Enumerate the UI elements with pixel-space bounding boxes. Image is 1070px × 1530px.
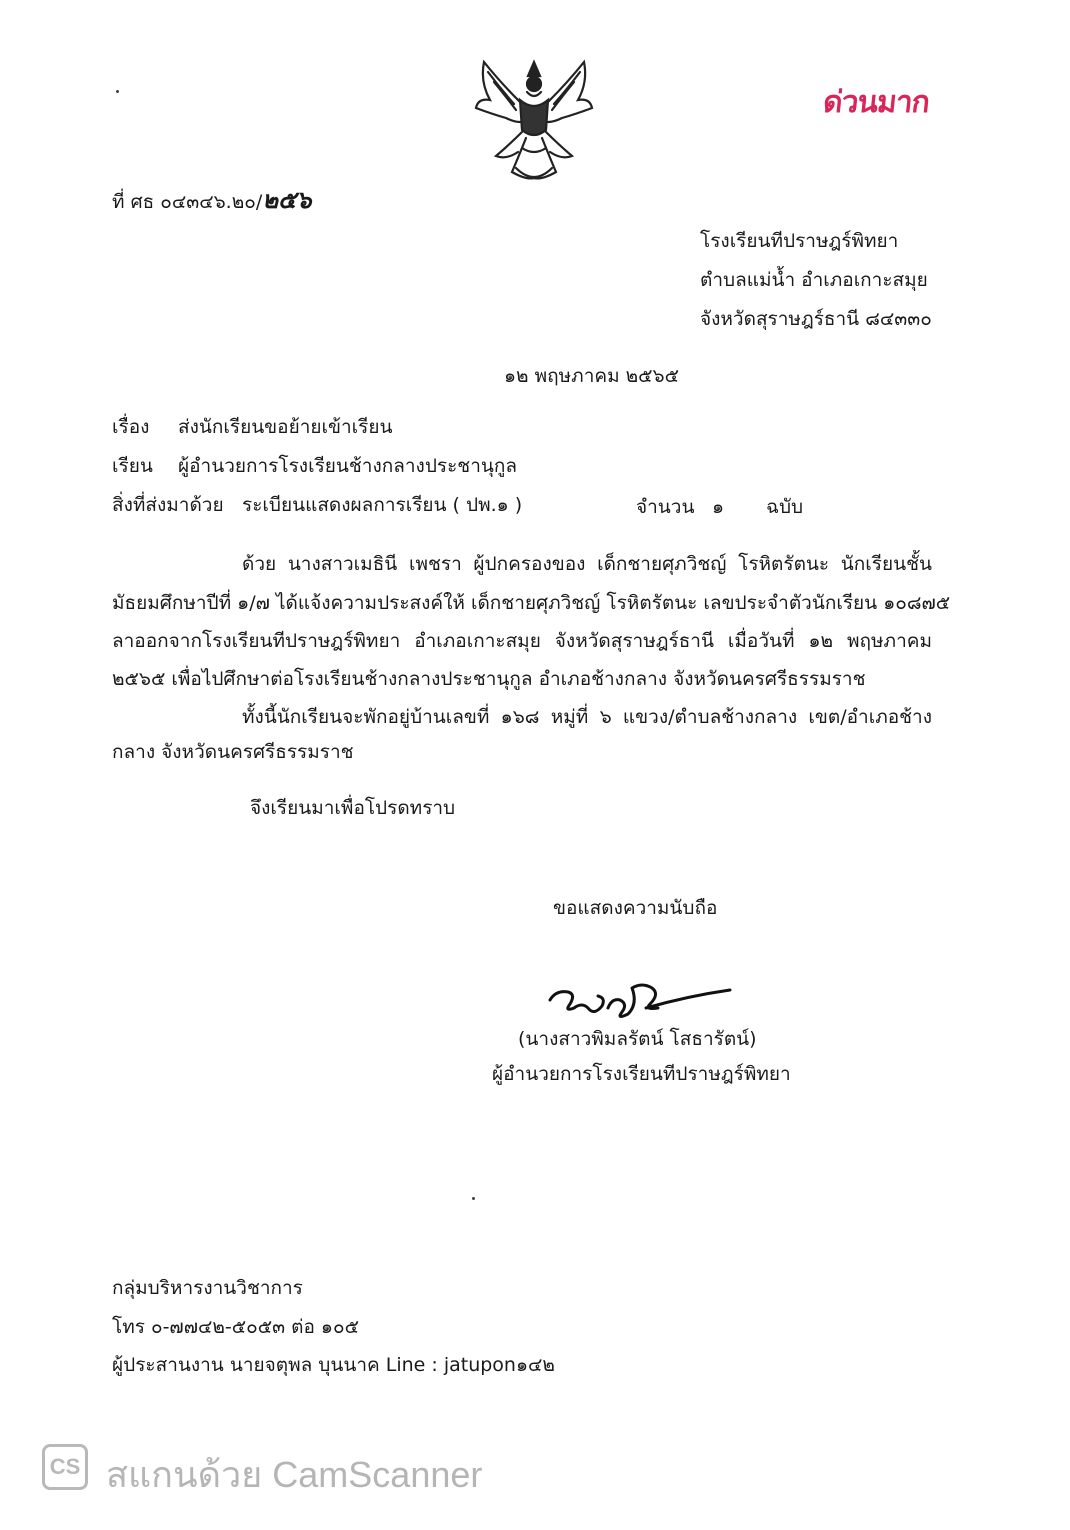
camscanner-watermark: สแกนด้วย CamScanner [106,1454,483,1495]
enclosure-count: ๑ [712,496,725,518]
signer-position: ผู้อำนวยการโรงเรียนทีปราษฎร์พิทยา [492,1063,791,1085]
scan-dot [116,90,119,93]
body-paragraph-1-line-1: ด้วย นางสาวเมธินี เพชรา ผู้ปกครองของ เด็กชายศุภวิชญ์ โรหิตรัตนะ นักเรียนชั้น [242,553,932,575]
to-label: เรียน [112,455,153,477]
enclosure-count-unit: ฉบับ [766,496,804,518]
signer-name: (นางสาวพิมลรัตน์ โสธารัตน์) [518,1028,757,1050]
to-value: ผู้อำนวยการโรงเรียนช้างกลางประชานุกูล [178,455,517,477]
closing-regards: ขอแสดงความนับถือ [553,897,718,919]
reference-handwritten: ๒๕๖ [262,185,312,214]
body-paragraph-1-line-2: มัธยมศึกษาปีที่ ๑/๗ ได้แจ้งความประสงค์ให้ เด็กชายศุภวิชญ์ โรหิตรัตนะ เลขประจำตัวนักเรียน ๑๐๘๗๕ [112,592,951,614]
footer-coordinator: ผู้ประสานงาน นายจตุพล บุนนาค Line : jatupon๑๔๒ [112,1354,555,1376]
school-address-line3: จังหวัดสุราษฎร์ธานี ๘๔๓๓๐ [700,308,932,330]
school-address-line2: ตำบลแม่น้ำ อำเภอเกาะสมุย [700,269,928,291]
body-paragraph-1-line-3: ลาออกจากโรงเรียนทีปราษฎร์พิทยา อำเภอเกาะสมุย จังหวัดสุราษฎร์ธานี เมื่อวันที่ ๑๒ พฤษภาคม [112,630,932,652]
school-name: โรงเรียนทีปราษฎร์พิทยา [700,230,899,252]
body-paragraph-1-line-4: ๒๕๖๕ เพื่อไปศึกษาต่อโรงเรียนช้างกลางประชานุกูล อำเภอช้างกลาง จังหวัดนครศรีธรรมราช [112,668,866,690]
enclosure-count-label: จำนวน [636,496,695,518]
enclosure-value: ระเบียนแสดงผลการเรียน ( ปพ.๑ ) [242,494,523,516]
subject-label: เรื่อง [112,416,150,438]
enclosure-label: สิ่งที่ส่งมาด้วย [112,494,224,516]
camscanner-logo: CS [42,1444,88,1490]
body-paragraph-3: จึงเรียนมาเพื่อโปรดทราบ [250,797,456,819]
reference-prefix: ที่ ศธ ๐๔๓๔๖.๒๐/ [112,191,263,213]
subject-value: ส่งนักเรียนขอย้ายเข้าเรียน [178,416,393,438]
footer-department: กลุ่มบริหารงานวิชาการ [112,1277,303,1299]
reference-number [112,185,312,214]
body-paragraph-2-line-2: กลาง จังหวัดนครศรีธรรมราช [112,741,354,763]
signature-icon [548,978,733,1026]
scan-dot [472,1197,475,1200]
urgent-stamp: ด่วนมาก [821,85,931,120]
letter-date: ๑๒ พฤษภาคม ๒๕๖๕ [504,365,679,387]
body-paragraph-2-line-1: ทั้งนี้นักเรียนจะพักอยู่บ้านเลขที่ ๑๖๘ หมู่ที่ ๖ แขวง/ตำบลช้างกลาง เขต/อำเภอช้าง [242,706,932,728]
footer-phone: โทร ๐-๗๗๔๒-๕๐๕๓ ต่อ ๑๐๕ [112,1316,359,1338]
garuda-emblem-icon [470,52,598,184]
